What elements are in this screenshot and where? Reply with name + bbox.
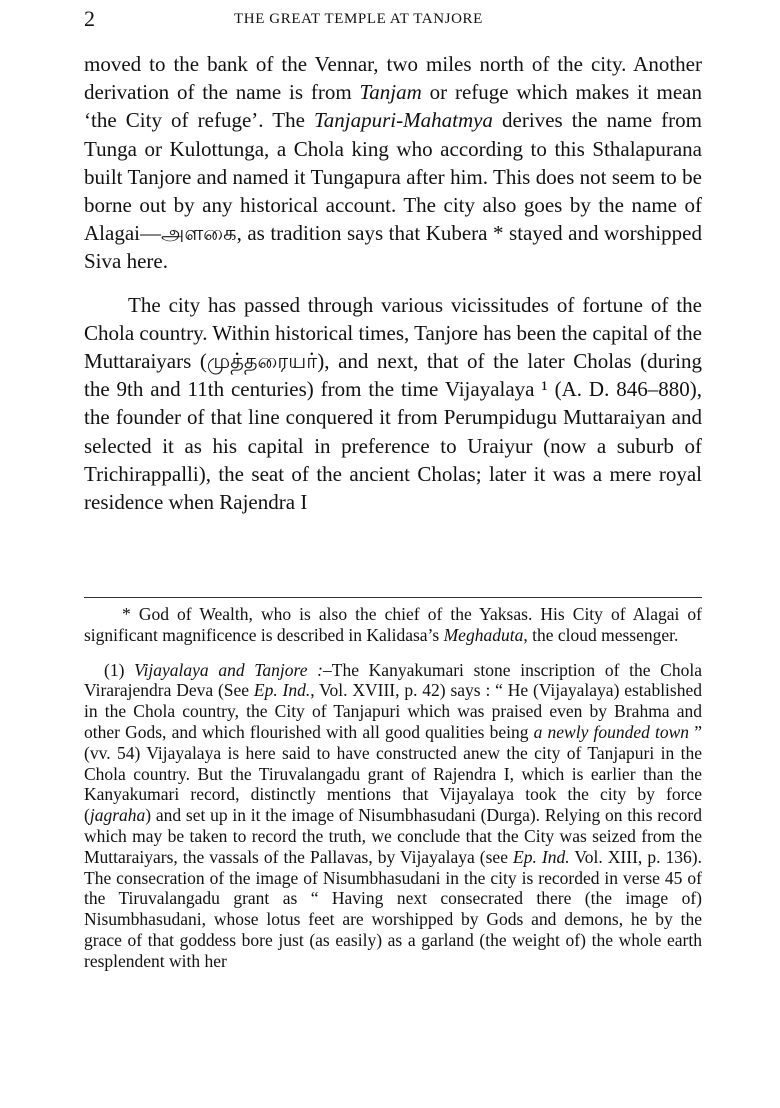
text-run: –The Kanyakumari stone inscription of the Chola Virarajendra Deva (See xyxy=(84,659,702,701)
text-run: moved to the bank of the Vennar, two miles north of the city. Another derivation of the name is from xyxy=(84,52,702,105)
citation-ep-ind: Ep. Ind. xyxy=(253,680,311,701)
term-tanjapuri-mahatmya: Tanjapuri-Mahatmya xyxy=(314,108,493,133)
text-run: , Vol. XVIII, p. 42) says : “ He (Vijayalaya) established in the Chola country, the City of Tanjapuri which was praised even by Brahma and other Gods, and which flourished with all good qualities being xyxy=(84,680,702,742)
text-run: or refuge which makes it mean ‘the City of refuge’. The xyxy=(84,80,702,133)
text-run: (1) xyxy=(104,659,135,680)
term-meghaduta: Meghaduta xyxy=(443,624,524,645)
text-run: ” (vv. 54) Vijayalaya is here said to have constructed anew the city of Tanjapuri in the Chola country. But the Tiruvalangadu grant of Rajendra I, which is earlier than the Kanyakumari record, distinctly mentions that Vijayalaya took the city by force ( xyxy=(84,721,702,826)
body-paragraph-1 xyxy=(84,50,702,276)
text-run: derives the name from Tunga or Kulottunga, a Chola king who according to this Sthalapurana built Tanjore and named it Tungapura after him. This does not seem to be borne out by any historical account. The city also goes by the name of Alagai—அளகை, as tradition says that Kubera * stayed and worshipped Siva here. xyxy=(84,108,702,274)
text-run: * God of Wealth, who is also the chief of the Yaksas. His City of Alagai of significant magnificence is described in Kalidasa’s xyxy=(84,604,702,645)
quoted-phrase: a newly founded town xyxy=(533,721,690,742)
body-text xyxy=(84,50,702,516)
footnote-divider xyxy=(84,597,702,598)
footnote-heading: Vijayalaya and Tanjore : xyxy=(134,659,323,680)
running-title: THE GREAT TEMPLE AT TANJORE xyxy=(234,11,483,27)
citation-ep-ind: Ep. Ind. xyxy=(513,846,570,867)
footnotes xyxy=(84,604,702,972)
footnote-1 xyxy=(84,660,702,972)
page-number: 2 xyxy=(84,6,95,31)
term-jagraha: jagraha xyxy=(89,805,146,826)
term-tanjam: Tanjam xyxy=(359,80,422,105)
body-paragraph-2: The city has passed through various vicissitudes of fortune of the Chola country. Within historical times, Tanjore has been the capital of the Muttaraiyars (முத்தரையர்), and next, that of the later Cholas (during the 9th and 11th centuries) from the time Vijayalaya ¹ (A. D. 846–880), the founder of that line conquered it from Perumpidugu Muttaraiyan and selected it as his capital in preference to Uraiyur (now a suburb of Trichirappalli), the seat of the ancient Cholas; later it was a mere royal residence when Rajendra I xyxy=(84,292,702,515)
text-run: ) and set up in it the image of Nisumbhasudani (Durga). Relying on this record which may be taken to record the truth, we conclude that the City was seized from the Muttaraiyars, the vassals of the Pallavas, by Vijayalaya (see xyxy=(84,805,702,867)
text-run: Vol. XIII, p. 136). The consecration of the image of Nisumbhasudani in the city is recorded in verse 45 of the Tiruvalangadu grant as “ Having next consecrated there (the image of) Nisumbhasudani, whose lotus feet are worshipped by Gods and demons, he by the grace of that goddess bore just (as easily) as a garland (the weight of) the whole earth resplendent with her xyxy=(84,846,702,971)
text-run: , the cloud messenger. xyxy=(523,624,679,645)
page-header xyxy=(84,6,704,32)
footnote-star xyxy=(84,604,702,646)
